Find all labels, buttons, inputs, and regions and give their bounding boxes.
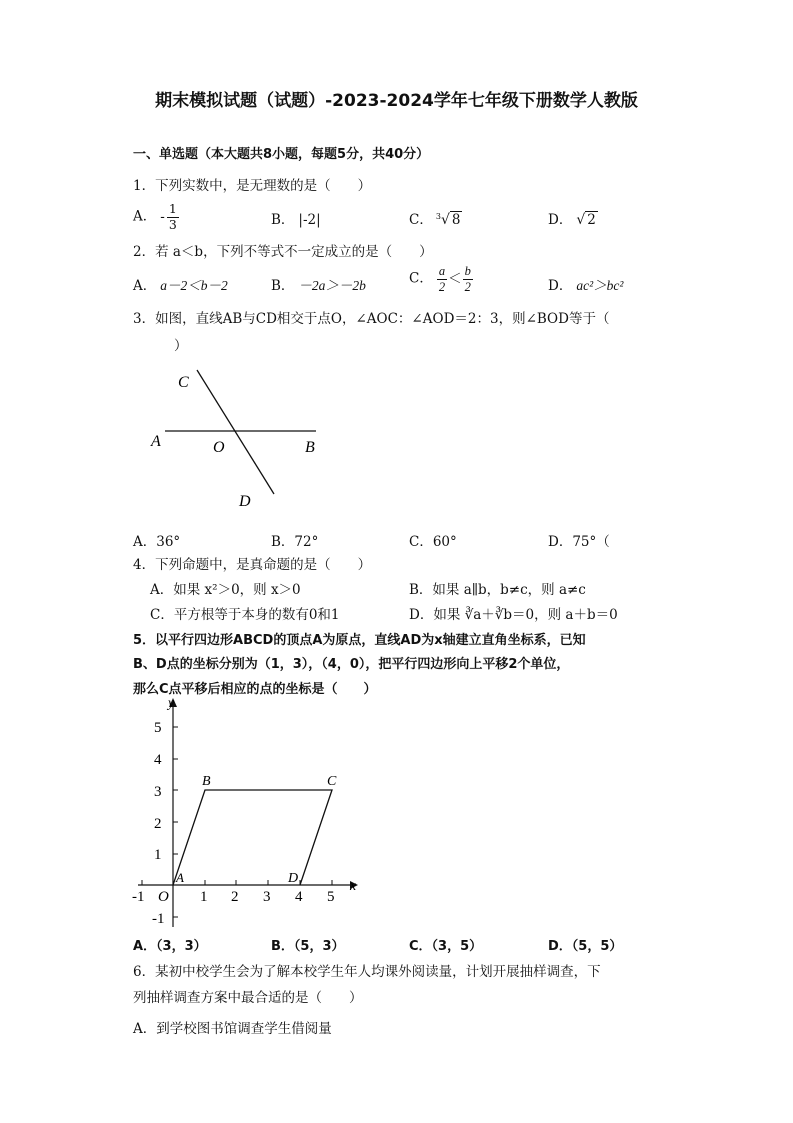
q6-line2: 列抽样调查方案中最合适的是（ ） [133,990,363,1006]
q1-option-d: D． √ 2 [548,212,596,228]
q1-option-c: C． $^3$√ 8 [409,211,461,228]
line-cd [197,370,274,494]
q6-option-a: A．到学校图书馆调查学生借阅量 [133,1021,332,1037]
y-tick-4: 4 [154,752,162,768]
q5-option-b: B．（5，3） [271,939,345,954]
label-d: D [239,493,251,510]
q5-line3: 那么C点平移后相应的点的坐标是（ ） [133,682,377,697]
q5-line2: B、D点的坐标分别为（1，3），（4，0），把平行四边形向上平移2个单位， [133,657,570,672]
y-tick-neg1: -1 [152,911,165,927]
x-tick-5: 5 [327,889,335,905]
q5-option-a: A．（3，3） [133,939,207,954]
q5-line1: 5．以平行四边形ABCD的顶点A为原点，直线AD为x轴建立直角坐标系，已知 [133,633,586,648]
label-c: C [178,374,189,391]
x-tick-neg1: -1 [132,889,145,905]
q4-option-b: B．如果 a∥b，b≠c，则 a≠c [409,582,586,598]
q4-option-d: D．如果 ∛a＋∛b＝0，则 a＋b＝0 [409,607,618,623]
page-title: 期末模拟试题（试题）-2023-2024学年七年级下册数学人教版 [155,91,638,111]
q3-option-a: A．36° [133,534,181,550]
parallelogram-abcd [173,790,332,885]
x-tick-2: 2 [231,889,239,905]
y-tick-3: 3 [154,784,162,800]
y-tick-5: 5 [154,720,162,736]
section-heading: 一、单选题（本大题共8小题，每题5分，共40分） [133,147,430,162]
point-c-label: C [327,774,337,789]
q3-option-c: C．60° [409,534,457,550]
y-tick-2: 2 [154,816,162,832]
q2-option-c: C． $\frac{a}{2}$ ＜ $\frac{b}{2}$ [409,264,471,294]
point-a-label: A [176,870,184,885]
q2-option-b: B． －2a＞－2b [271,278,366,294]
y-axis-label: y [168,696,175,711]
q4-stem: 4．下列命题中，是真命题的是（ ） [133,557,372,573]
q2-option-d: D． ac²＞bc² [548,278,624,294]
q1-a-fraction: $\frac{1}{3}$ [168,201,177,232]
y-tick-1: 1 [154,847,162,863]
label-o: O [213,439,225,456]
q4-option-c: C．平方根等于本身的数有0和1 [150,607,340,623]
label-a: A [151,433,161,450]
point-d-label: D [288,871,299,886]
q3-option-d: D．75°（ [548,534,610,550]
q2-option-a: A． a－2＜b－2 [133,278,228,294]
point-b-label: B [202,774,211,789]
q1-stem: 1．下列实数中，是无理数的是（ ） [133,178,372,194]
origin-label: O [158,889,169,905]
q3-stem-line2: ） [174,338,188,354]
q5-option-c: C．（3，5） [409,939,483,954]
q3-stem-line1: 3．如图，直线AB与CD相交于点O，∠AOC：∠AOD＝2：3，则∠BOD等于（ [133,311,610,327]
x-tick-3: 3 [263,889,271,905]
x-tick-4: 4 [295,889,303,905]
q1-option-b: B． |-2| [271,212,321,228]
q3-figure [140,362,340,512]
x-axis-label: x [350,879,357,894]
q4-option-a: A．如果 x²＞0，则 x＞0 [150,582,301,598]
q6-line1: 6．某初中校学生会为了解本校学生年人均课外阅读量，计划开展抽样调查，下 [133,964,601,980]
q3-option-b: B．72° [271,534,319,550]
q2-stem: 2．若 a＜b，下列不等式不一定成立的是（ ） [133,244,433,260]
x-tick-1: 1 [200,889,208,905]
q5-coordinate-graph [128,692,368,932]
q5-option-d: D．（5，5） [548,939,623,954]
q1-option-a: A． - $\frac{1}{3}$ [133,201,177,232]
label-b: B [305,439,315,456]
